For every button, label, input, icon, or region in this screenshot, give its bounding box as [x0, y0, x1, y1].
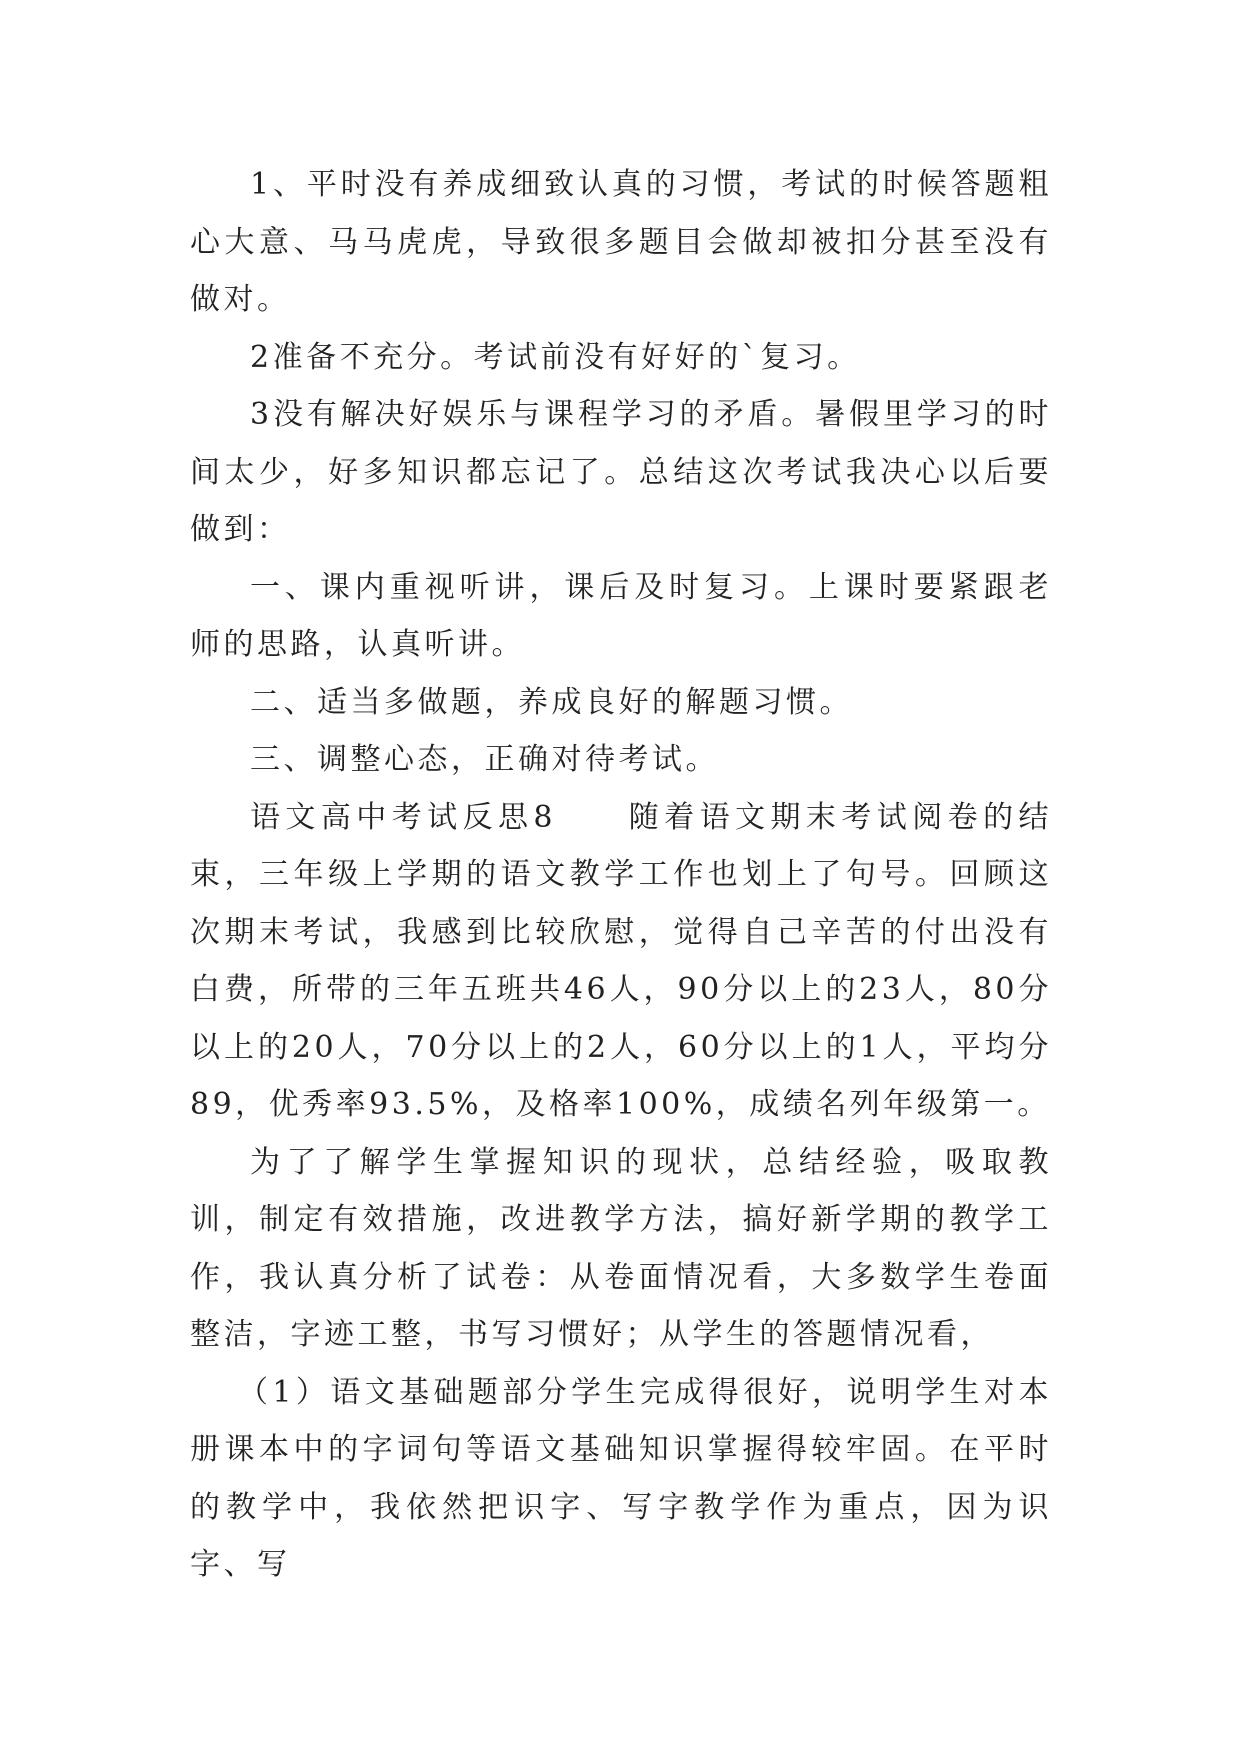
paragraph-1: 1、平时没有养成细致认真的习惯，考试的时候答题粗心大意、马马虎虎，导致很多题目会做却被扣分甚至没有做对。 [190, 167, 1052, 317]
paragraph-3: 3没有解决好娱乐与课程学习的矛盾。暑假里学习的时间太少，好多知识都忘记了。总结这次考试我决心以后要做到： [190, 397, 1052, 547]
document-body [190, 156, 1052, 1594]
paragraph-2: 2准备不充分。考试前没有好好的`复习。 [250, 339, 861, 375]
paragraph-6: 三、调整心态，正确对待考试。 [250, 742, 719, 777]
paragraph-7: 语文高中考试反思8 随着语文期末考试阅卷的结束，三年级上学期的语文教学工作也划上了句号。回顾这次期末考试，我感到比较欣慰，觉得自己辛苦的付出没有白费，所带的三年五班共46人，90分以上的23人，80分以上的20人，70分以上的2人，60分以上的1人，平均分89，优秀率93.5%，及格率100%，成绩名列年级第一。 [190, 799, 1052, 1122]
paragraph-5: 二、适当多做题，养成良好的解题习惯。 [250, 684, 853, 720]
paragraph-4: 一、课内重视听讲，课后及时复习。上课时要紧跟老师的思路，认真听讲。 [190, 569, 1052, 662]
paragraph-9: （1）语文基础题部分学生完成得很好，说明学生对本册课本中的字词句等语文基础知识掌握得较牢固。在平时的教学中，我依然把识字、写字教学作为重点，因为识字、写 [190, 1374, 1052, 1582]
paragraph-8: 为了了解学生掌握知识的现状，总结经验，吸取教训，制定有效措施，改进教学方法，搞好新学期的教学工作，我认真分析了试卷：从卷面情况看，大多数学生卷面整洁，字迹工整，书写习惯好；从学生的答题情况看， [190, 1144, 1052, 1352]
